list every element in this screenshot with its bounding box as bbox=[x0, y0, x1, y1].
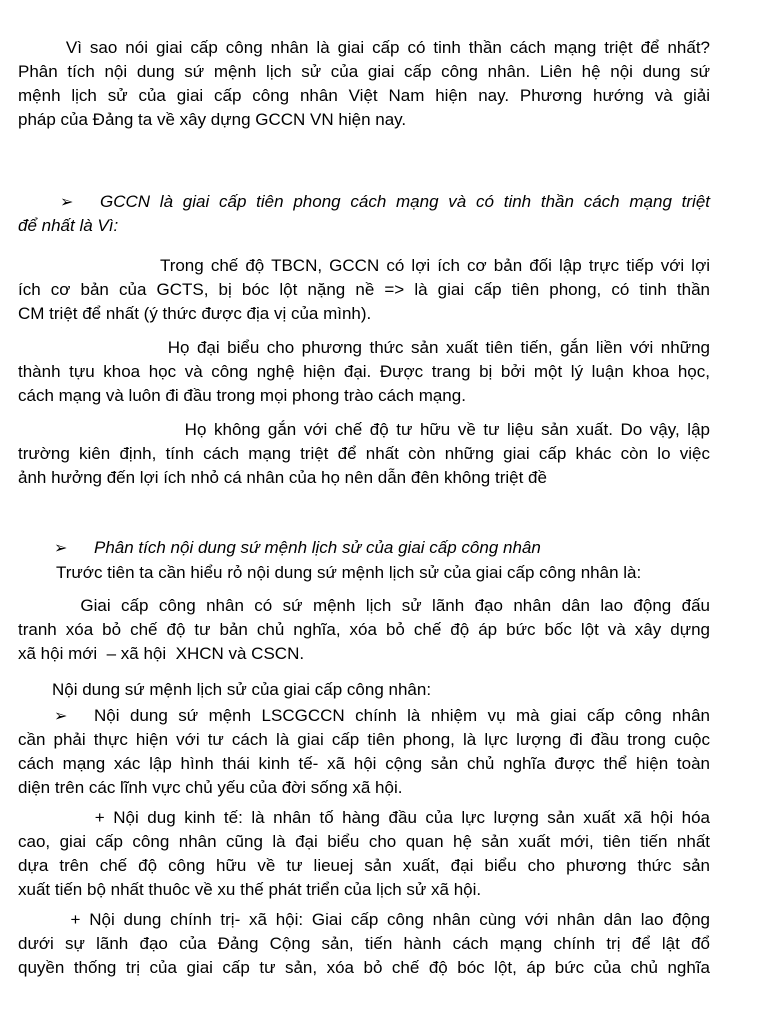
paragraph-line: dưới sự lãnh đạo của Đảng Cộng sản, tiến hành cách mạng chính trị để lật đổ bbox=[18, 934, 710, 953]
paragraph-line: Giai cấp công nhân có sứ mệnh lịch sử lãnh đạo nhân dân lao động đấu bbox=[18, 596, 710, 615]
section1-heading bbox=[18, 190, 710, 238]
paragraph-line: xã hội mới – xã hội XHCN và CSCN. bbox=[18, 644, 305, 663]
paragraph-line: tranh xóa bỏ chế độ tư bản chủ nghĩa, xóa bỏ chế độ áp bức bốc lột và xây dựng bbox=[18, 620, 710, 639]
paragraph-line: + Nội dung chính trị- xã hội: Giai cấp công nhân cùng với nhân dân lao động bbox=[18, 910, 710, 929]
content-line: diện trên các lĩnh vực chủ yếu của đời sống xã hội. bbox=[18, 778, 403, 797]
paragraph-line: thành tựu khoa học và công nghệ hiện đại. Được trang bị bởi một lý luận khoa học, bbox=[18, 362, 710, 381]
section2-heading bbox=[18, 536, 710, 560]
content-bullet-paragraph bbox=[18, 704, 710, 800]
paragraph-line: + Nội dug kinh tế: là nhân tố hàng đầu của lực lượng sản xuất xã hội hóa bbox=[18, 808, 710, 827]
content-line: cần phải thực hiện với tư cách là giai cấp tiên phong, là lực lượng đi đầu trong cuộc bbox=[18, 730, 710, 749]
question-line: pháp của Đảng ta về xây dựng GCCN VN hiện nay. bbox=[18, 110, 407, 129]
paragraph-line: trường kiên định, tính cách mạng triệt để nhất còn những giai cấp khác còn lo việc bbox=[18, 444, 710, 463]
intro-line: Trước tiên ta cần hiểu rỏ nội dung sứ mệnh lịch sử của giai cấp công nhân là: bbox=[56, 563, 642, 582]
paragraph-line: CM triệt để nhất (ý thức được địa vị của mình). bbox=[18, 304, 372, 323]
paragraph-line: Họ không gắn với chế độ tư hữu về tư liệu sản xuất. Do vậy, lập bbox=[18, 420, 710, 439]
question-line: mệnh lịch sử của giai cấp công nhân Việt Nam hiện nay. Phương hướng và giải bbox=[18, 86, 710, 105]
content-title bbox=[52, 678, 712, 702]
content-line: Nội dung sứ mệnh LSCGCCN chính là nhiệm vụ mà giai cấp công nhân bbox=[94, 706, 710, 725]
bullet-arrow-icon: ➢ bbox=[60, 192, 74, 211]
section1-paragraph-3 bbox=[18, 418, 710, 490]
paragraph-line: xuất tiến bộ nhất thuôc về xu thế phát triển của lịch sử xã hội. bbox=[18, 880, 482, 899]
section1-heading-text: GCCN là giai cấp tiên phong cách mạng và có tinh thần cách mạng triệt bbox=[100, 192, 710, 211]
section2-intro bbox=[56, 561, 716, 585]
paragraph-line: quyền thống trị của giai cấp tư sản, xóa bỏ chế độ bóc lột, áp bức của chủ nghĩa bbox=[18, 958, 710, 977]
paragraph-line: Trong chế độ TBCN, GCCN có lợi ích cơ bản đối lập trực tiếp với lợi bbox=[18, 256, 710, 275]
paragraph-line: cao, giai cấp công nhân cũng là đại biểu cho quan hệ sản xuất mới, tiên tiến nhất bbox=[18, 832, 710, 851]
section1-paragraph-2 bbox=[18, 336, 710, 408]
question-paragraph bbox=[18, 36, 710, 132]
paragraph-line: ích cơ bản của GCTS, bị bóc lột nặng nề => là giai cấp tiên phong, có tinh thần bbox=[18, 280, 710, 299]
economic-paragraph bbox=[18, 806, 710, 902]
question-line: Vì sao nói giai cấp công nhân là giai cấp có tinh thần cách mạng triệt để nhất? bbox=[18, 38, 710, 57]
section1-heading-text: để nhất là Vì: bbox=[18, 216, 119, 235]
bullet-arrow-icon: ➢ bbox=[54, 706, 68, 725]
content-title-text: Nội dung sứ mệnh lịch sử của giai cấp công nhân: bbox=[52, 680, 432, 699]
paragraph-line: dựa trên chế độ công hữu về tư lieuej sản xuất, đại biểu cho phương thức sản bbox=[18, 856, 710, 875]
section2-heading-text: Phân tích nội dung sứ mệnh lịch sử của giai cấp công nhân bbox=[94, 538, 541, 557]
paragraph-line: ảnh hưởng đến lợi ích nhỏ cá nhân của họ nên dẫn đên không triệt đề bbox=[18, 468, 547, 487]
question-line: Phân tích nội dung sứ mệnh lịch sử của giai cấp công nhân. Liên hệ nội dung sứ bbox=[18, 62, 710, 81]
content-line: cách mạng xác lập hình thái kinh tế- xã hội cộng sản chủ nghĩa được thể hiện toàn bbox=[18, 754, 710, 773]
paragraph-line: cách mạng và luôn đi đầu trong mọi phong trào cách mạng. bbox=[18, 386, 466, 405]
paragraph-line: Họ đại biểu cho phương thức sản xuất tiên tiến, gắn liền với những bbox=[18, 338, 710, 357]
definition-paragraph bbox=[18, 594, 710, 666]
section1-paragraph-1 bbox=[18, 254, 710, 326]
bullet-arrow-icon: ➢ bbox=[54, 538, 68, 557]
political-paragraph bbox=[18, 908, 710, 980]
